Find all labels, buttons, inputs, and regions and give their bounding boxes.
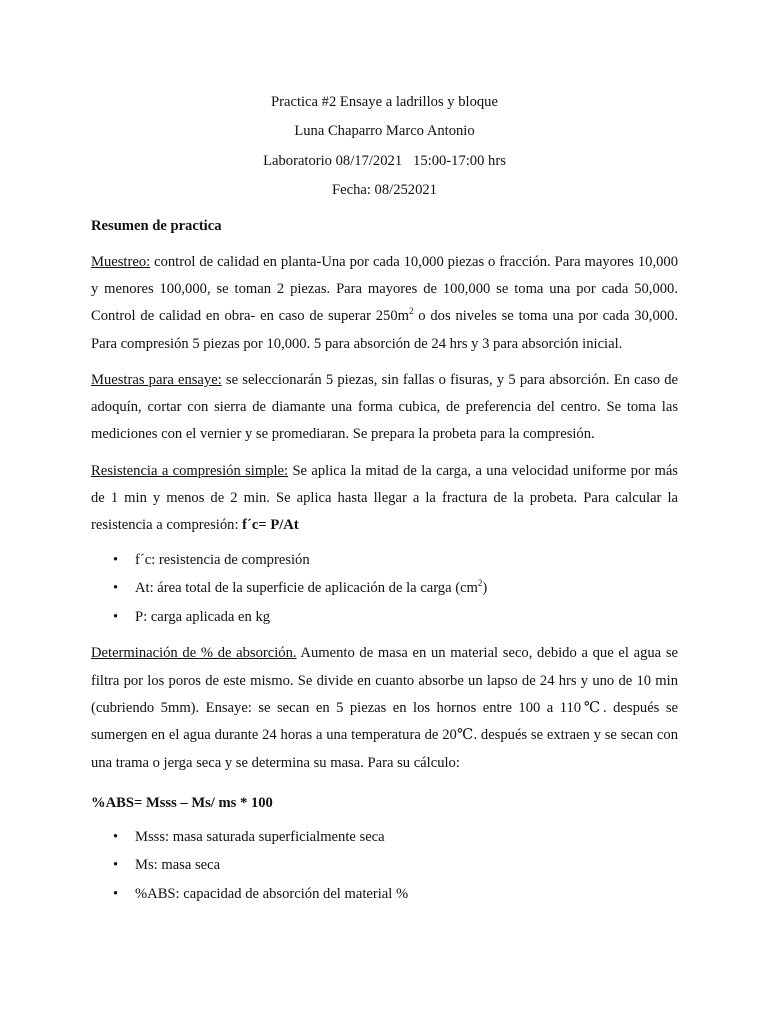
bullet-icon: • bbox=[113, 857, 119, 874]
muestreo-text-a: control de calidad en planta-Una por cada 10,000 piezas o fracción. Para mayores 10,000 y menores 100,000, se toman 2 piezas. Para mayores de 100,000 se toma una por cada 50,000. Control de calidad en obra- en caso de superar 250m bbox=[91, 253, 678, 325]
list-item bbox=[91, 574, 678, 603]
resistencia-paragraph bbox=[91, 458, 678, 540]
list-item-text: f´c: resistencia de compresión bbox=[135, 551, 310, 568]
list-item-text: P: carga aplicada en kg bbox=[135, 608, 271, 625]
list-item bbox=[91, 546, 678, 575]
document-page bbox=[91, 88, 678, 909]
resistencia-label: Resistencia a compresión simple: bbox=[91, 462, 289, 479]
bullet-icon: • bbox=[113, 580, 119, 597]
report-date: Fecha: 08/252021 bbox=[332, 182, 437, 199]
muestras-label: Muestras para ensaye: bbox=[91, 371, 222, 388]
list-item bbox=[91, 603, 678, 632]
author-name: Luna Chaparro Marco Antonio bbox=[294, 123, 475, 140]
bullet-icon: • bbox=[113, 608, 119, 625]
muestreo-text-b: o dos niveles se toma una por cada 30,000. Para compresión 5 piezas por 10,000. 5 para absorción de 24 hrs y 3 para absorción inicial. bbox=[91, 308, 678, 352]
list-item bbox=[91, 823, 678, 852]
muestras-text: se seleccionarán 5 piezas, sin fallas o fisuras, y 5 para absorción. En caso de adoquín, cortar con sierra de diamante una forma cubica, de preferencia del centro. Se toma las mediciones con el vernier y se promediaran. Se prepara la probeta para la compresión. bbox=[91, 371, 678, 443]
document-title: Practica #2 Ensaye a ladrillos y bloque bbox=[271, 94, 498, 110]
resistencia-text: Se aplica la mitad de la carga, a una velocidad uniforme por más de 1 min y menos de 2 min. Se aplica hasta llegar a la fractura de la probeta. Para calcular la resistencia a compresión: bbox=[91, 462, 678, 534]
resistencia-formula: f´c= P/At bbox=[242, 517, 299, 534]
absorcion-paragraph bbox=[91, 640, 678, 776]
absorcion-bullet-list bbox=[91, 823, 678, 909]
list-item bbox=[91, 851, 678, 880]
bullet-icon: • bbox=[113, 551, 119, 568]
list-item bbox=[91, 880, 678, 909]
absorcion-label: Determinación de % de absorción. bbox=[91, 645, 297, 662]
absorcion-text: Aumento de masa en un material seco, debido a que el agua se filtra por los poros de este mismo. Se divide en cuanto absorbe un lapso de 24 hrs y uno de 10 min (cubriendo 5mm). Ensaye: se secan en 5 piezas en los hornos entre 100 a 110℃. después se sumergen en el agua durante 24 horas a una temperatura de 20℃. después se extraen y se secan con una trama o jerga seca y se determina su masa. Para su cálculo: bbox=[91, 645, 678, 771]
muestreo-label: Muestreo: bbox=[91, 253, 151, 270]
bullet-icon: • bbox=[113, 886, 119, 903]
resistencia-bullet-list bbox=[91, 546, 678, 632]
lab-session: Laboratorio 08/17/2021 15:00-17:00 hrs bbox=[263, 152, 506, 169]
bullet-icon: • bbox=[113, 828, 119, 845]
list-item-text: Msss: masa saturada superficialmente seca bbox=[135, 828, 385, 845]
absorcion-formula: %ABS= Msss – Ms/ ms * 100 bbox=[91, 794, 273, 811]
muestras-paragraph bbox=[91, 367, 678, 449]
muestreo-sup: 2 bbox=[408, 306, 414, 317]
muestreo-paragraph bbox=[91, 249, 678, 358]
list-item-text: %ABS: capacidad de absorción del material % bbox=[135, 886, 409, 903]
list-item-sup: 2 bbox=[477, 578, 483, 589]
list-item-text: At: área total de la superficie de aplicación de la carga (cm bbox=[135, 580, 478, 597]
list-item-tail: ) bbox=[482, 580, 488, 597]
summary-heading: Resumen de practica bbox=[91, 217, 222, 234]
list-item-text: Ms: masa seca bbox=[135, 857, 221, 874]
